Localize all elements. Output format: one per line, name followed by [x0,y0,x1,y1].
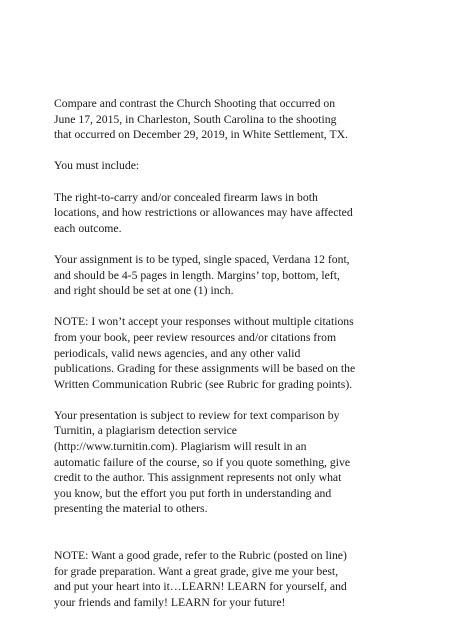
paragraph-spacer [54,299,414,315]
paragraph-citations-note: NOTE: I won’t accept your responses without multiple citations from your book, peer review resources and/or citations from periodicals, valid news agencies, and any other valid publications. Grading for these assignments will be based on the Written Communication Rubric (see Rubric for grading points). [54,315,356,391]
paragraph-spacer [54,517,414,548]
paragraph-grade-note: NOTE: Want a good grade, refer to the Rubric (posted on line) for grade preparation. Want a great grade, give me your best, and put your heart into it…LEARN! LEARN for yourself, and your friends and family! LEARN for your future! [54,549,347,609]
paragraph-spacer [54,174,414,190]
paragraph-plagiarism-notice: Your presentation is subject to review for text comparison by Turnitin, a plagiarism detection service (http://www.turnitin.com). Plagiarism will result in an automatic failure of the course, so if you quote something, give credit to the author. This assignment represents not only what you know, but the effort you put forth in understanding and presenting the material to others. [54,408,351,516]
paragraph-spacer [54,236,414,252]
paragraph-assignment-prompt: Compare and contrast the Church Shooting that occurred on June 17, 2015, in Charleston, South Carolina to the shooting that occurred on December 29, 2019, in White Settlement, TX. [54,97,348,142]
paragraph-spacer [54,143,414,159]
paragraph-firearm-laws: The right-to-carry and/or concealed firearm laws in both locations, and how restrictions or allowances may have affected each outcome. [54,190,353,235]
paragraph-must-include: You must include: [54,159,140,173]
paragraph-formatting-requirements: Your assignment is to be typed, single spaced, Verdana 12 font, and should be 4-5 pages in length. Margins’ top, bottom, left, and right should be set at one (1) inch. [54,252,350,298]
paragraph-spacer [54,392,414,408]
document-body [54,96,414,611]
